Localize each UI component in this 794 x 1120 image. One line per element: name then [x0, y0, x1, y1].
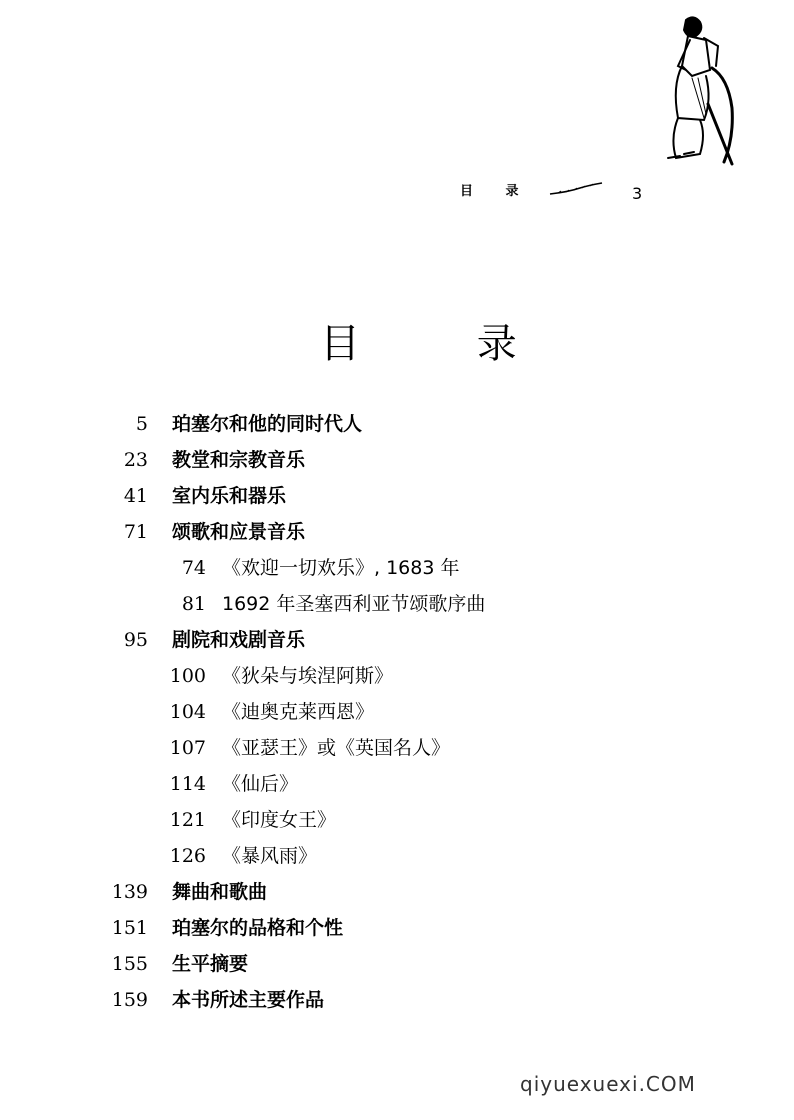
toc-entry-title: 1692 年圣塞西利亚节颂歌序曲	[222, 593, 486, 615]
toc-page-number: 107	[169, 737, 206, 759]
toc-page-number: 139	[111, 881, 148, 903]
toc-entry-title: 《狄朵与埃涅阿斯》	[222, 665, 394, 687]
toc-entry-title: 《亚瑟王》或《英国名人》	[222, 737, 451, 759]
toc-entry-title: 本书所述主要作品	[172, 989, 325, 1011]
toc-entry[interactable]	[0, 768, 794, 800]
toc-page-number: 23	[123, 449, 148, 471]
toc-page-number: 95	[123, 629, 148, 651]
toc-entry[interactable]	[0, 876, 794, 908]
toc-entry[interactable]	[0, 408, 794, 440]
toc-entry-title: 颂歌和应景音乐	[172, 521, 306, 543]
toc-page-number: 126	[169, 845, 206, 867]
toc-entry-title: 生平摘要	[172, 953, 249, 975]
toc-page-number: 114	[169, 773, 206, 795]
toc-page-number: 5	[135, 413, 148, 435]
toc-page-number: 74	[181, 557, 206, 579]
toc-entry-title: 《迪奥克莱西恩》	[222, 701, 375, 723]
running-head-title: 目 录	[460, 184, 533, 199]
toc-page-number: 151	[111, 917, 148, 939]
toc-entry-title: 《印度女王》	[222, 809, 337, 831]
toc-entry[interactable]	[0, 444, 794, 476]
toc-page-number: 104	[169, 701, 206, 723]
toc-entry[interactable]	[0, 480, 794, 512]
toc-entry[interactable]	[0, 552, 794, 584]
toc-page-number: 41	[123, 485, 148, 507]
toc-entry[interactable]	[0, 732, 794, 764]
toc-entry-title: 《欢迎一切欢乐》, 1683 年	[222, 557, 460, 579]
toc-entry[interactable]	[0, 624, 794, 656]
toc-entry-title: 室内乐和器乐	[172, 485, 287, 507]
seated-figure-illustration	[628, 8, 738, 168]
toc-page-number: 100	[169, 665, 206, 687]
toc-entry[interactable]	[0, 804, 794, 836]
running-head	[460, 180, 660, 204]
toc-entry-title: 剧院和戏剧音乐	[172, 629, 306, 651]
page-number: 3	[632, 184, 643, 203]
toc-entry-title: 教堂和宗教音乐	[172, 449, 306, 471]
toc-entry-title: 《暴风雨》	[222, 845, 318, 867]
toc-entry-title: 珀塞尔和他的同时代人	[172, 413, 363, 435]
toc-entry[interactable]	[0, 588, 794, 620]
toc-page-number: 159	[111, 989, 148, 1011]
toc-entry-title: 《仙后》	[222, 773, 299, 795]
toc-entry-title: 舞曲和歌曲	[172, 881, 268, 903]
toc-entry[interactable]	[0, 948, 794, 980]
toc-heading: 目 录	[320, 321, 569, 367]
toc-entry-title: 珀塞尔的品格和个性	[172, 917, 344, 939]
toc-entry[interactable]	[0, 840, 794, 872]
toc-page-number: 81	[181, 593, 206, 615]
swash-ornament-icon	[548, 182, 604, 196]
toc-entry[interactable]	[0, 984, 794, 1016]
toc-entry[interactable]	[0, 516, 794, 548]
watermark-text: qiyuexuexi.COM	[520, 1072, 696, 1096]
toc-entry[interactable]	[0, 696, 794, 728]
toc-page-number: 121	[169, 809, 206, 831]
toc-entry[interactable]	[0, 660, 794, 692]
toc-page-number: 155	[111, 953, 148, 975]
toc-entry[interactable]	[0, 912, 794, 944]
toc-page-number: 71	[123, 521, 148, 543]
